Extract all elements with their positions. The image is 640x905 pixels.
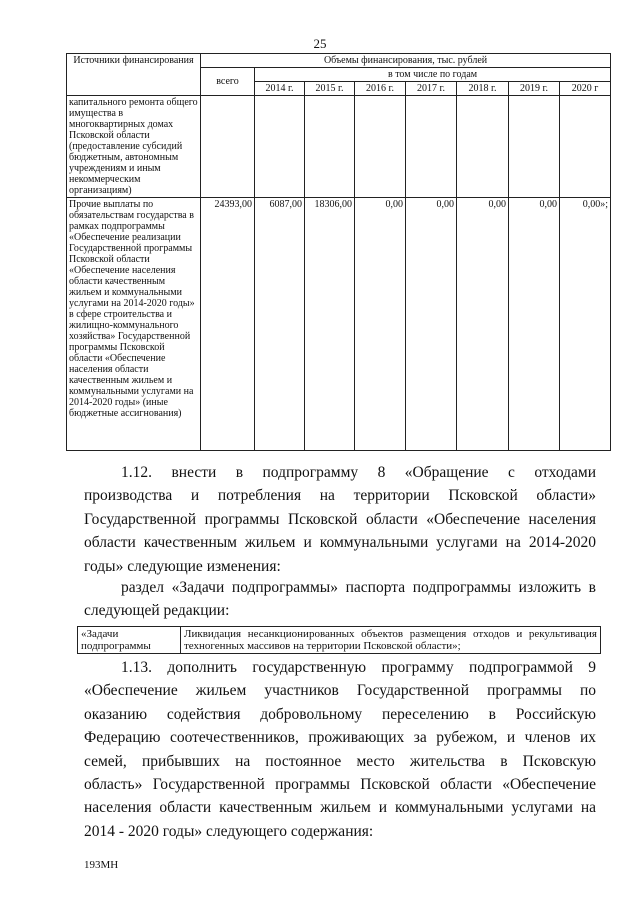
header-volumes: Объемы финансирования, тыс. рублей: [201, 54, 611, 68]
row-value: [305, 96, 355, 198]
row-total: [201, 96, 255, 198]
text-line: область» Государственной программы Псковской области «Обеспечение: [84, 776, 596, 794]
zadachi-table: [77, 626, 601, 654]
text-line: Государственной программы Псковской области «Обеспечение населения: [84, 510, 596, 528]
row-value: [255, 96, 305, 198]
table-row: [67, 198, 611, 451]
table-header-row-1: [67, 54, 611, 68]
paragraph-1-13: [84, 656, 596, 843]
zadachi-label: «Задачи подпрограммы: [78, 627, 181, 654]
header-year: 2016 г.: [355, 82, 406, 96]
row-total: 24393,00: [201, 198, 255, 451]
table-row: [78, 627, 601, 654]
text-line: семей, прибывших на постоянное место жительства в Псковскую: [84, 752, 596, 770]
row-value: 0,00: [457, 198, 509, 451]
row-value: 0,00: [355, 198, 406, 451]
text-line: Федерацию соотечественников, проживающих за рубежом, и членов их: [84, 729, 596, 747]
row-value: [355, 96, 406, 198]
row-value: [509, 96, 560, 198]
row-source: Прочие выплаты по обязательствам государства в рамках подпрограммы «Обеспечение реализации Государственной программы Псковской области «Обеспечение населения области качественным жильем и коммунальными услугами на 2014-2020 годы» в сфере строительства и жилищно-коммунального хозяйства» Государственной программы Псковской области «Обеспечение населения области качественным жильем и коммунальными услугами на 2014-2020 годы» (иные бюджетные ассигнования): [67, 198, 201, 451]
page-number: 25: [313, 36, 327, 51]
text-line: раздел «Задачи подпрограммы» паспорта подпрограммы изложить в: [121, 579, 596, 596]
header-year: 2015 г.: [305, 82, 355, 96]
text-line: оказанию содействия добровольному переселению в Российскую: [84, 705, 596, 723]
header-total: всего: [201, 68, 255, 96]
zadachi-text: Ликвидация несанкционированных объектов размещения отходов и рекультивация техногенных массивов на территории Псковской области»;: [181, 627, 601, 654]
paragraph-1-12: [84, 461, 596, 578]
text-line: населения области качественным жильем и коммунальными услугами на: [84, 799, 596, 817]
row-value: [457, 96, 509, 198]
text-line: 2014 - 2020 годы» следующего содержания:: [84, 822, 374, 840]
row-value: 0,00: [406, 198, 457, 451]
text-line: 1.12. внести в подпрограмму 8 «Обращение с отходами: [121, 464, 596, 481]
row-source: капитального ремонта общего имущества в многоквартирных домах Псковской области (предоставление субсидий бюджетным, автономным учреждениям и иным некоммерческим организациям): [67, 96, 201, 198]
row-value: 18306,00: [305, 198, 355, 451]
text-line: следующей редакции:: [84, 602, 230, 620]
header-year: 2018 г.: [457, 82, 509, 96]
text-line: области качественным жильем и коммунальными услугами на 2014-2020: [84, 534, 596, 552]
text-line: 1.13. дополнить государственную программу подпрограммой 9: [121, 659, 596, 676]
table-row: [67, 96, 611, 198]
header-year: 2017 г.: [406, 82, 457, 96]
text-line: производства и потребления на территории Псковской области»: [84, 487, 596, 505]
header-year: 2020 г: [560, 82, 611, 96]
row-value: 0,00»;: [560, 198, 611, 451]
header-by-years: в том числе по годам: [255, 68, 611, 82]
financing-table: [66, 53, 611, 451]
document-code: 193МН: [84, 859, 119, 871]
text-line: годы» следующие изменения:: [84, 557, 281, 575]
row-value: [406, 96, 457, 198]
text-line: «Обеспечение жильем участников Государственной программы по: [84, 682, 596, 700]
row-value: [560, 96, 611, 198]
header-year: 2014 г.: [255, 82, 305, 96]
row-value: 6087,00: [255, 198, 305, 451]
header-sources: Источники финансирования: [67, 54, 201, 96]
header-year: 2019 г.: [509, 82, 560, 96]
paragraph-section-zadachi: [84, 576, 596, 623]
row-value: 0,00: [509, 198, 560, 451]
